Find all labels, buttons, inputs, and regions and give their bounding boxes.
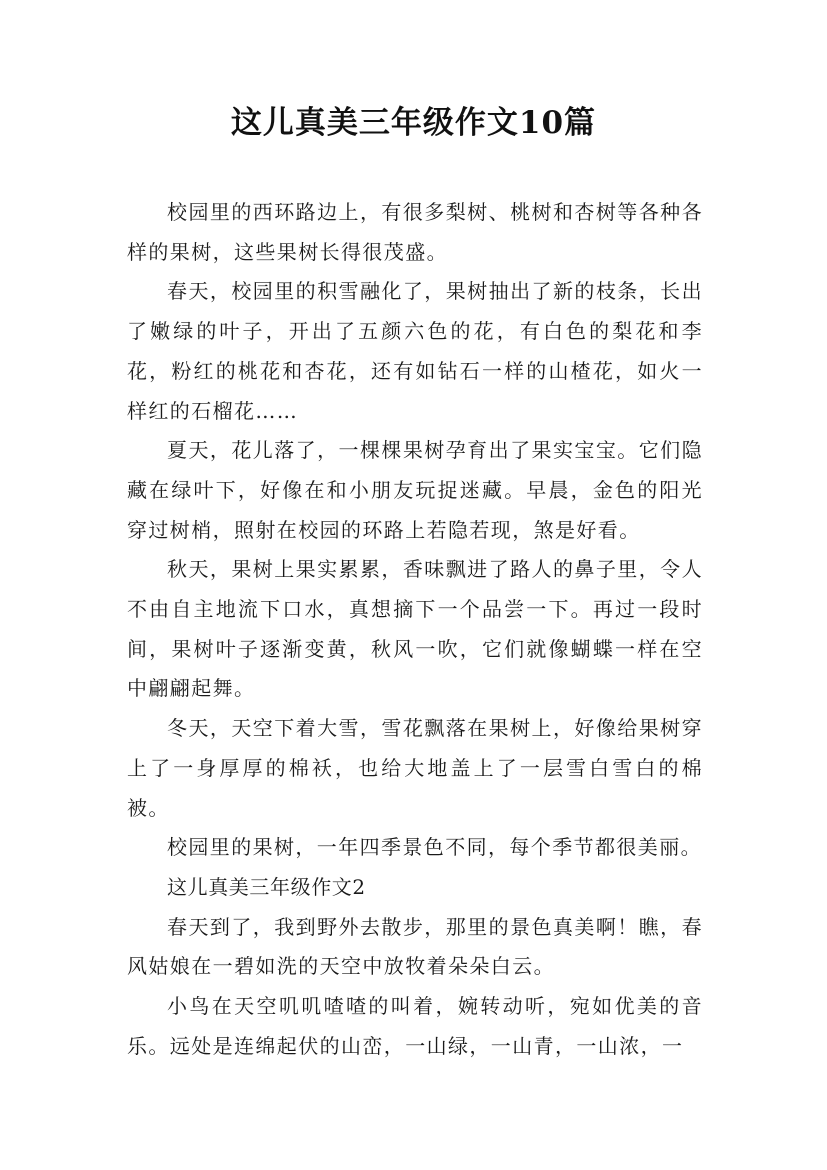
section-heading: 这儿真美三年级作文2 <box>167 874 366 899</box>
paragraph: 校园里的果树，一年四季景色不同，每个季节都很美丽。 <box>167 835 702 860</box>
paragraph: 夏天，花儿落了，一棵棵果树孕育出了果实宝宝。它们隐藏在绿叶下，好像在和小朋友玩捉迷藏。早晨，金色的阳光穿过树梢，照射在校园的环路上若隐若现，煞是好看。 <box>127 438 703 542</box>
paragraph: 春天，校园里的积雪融化了，果树抽出了新的枝条，长出了嫩绿的叶子，开出了五颜六色的花，有白色的梨花和李花，粉红的桃花和杏花，还有如钻石一样的山楂花，如火一样红的石榴花…… <box>127 279 703 423</box>
paragraph: 冬天，天空下着大雪，雪花飘落在果树上，好像给果树穿上了一身厚厚的棉袄，也给大地盖上了一层雪白雪白的棉被。 <box>127 716 703 820</box>
paragraph: 校园里的西环路边上，有很多梨树、桃树和杏树等各种各样的果树，这些果树长得很茂盛。 <box>127 200 703 264</box>
paragraph: 秋天，果树上果实累累，香味飘进了路人的鼻子里，令人不由自主地流下口水，真想摘下一个品尝一下。再过一段时间，果树叶子逐渐变黄，秋风一吹，它们就像蝴蝶一样在空中翩翩起舞。 <box>127 557 703 701</box>
paragraph: 春天到了，我到野外去散步，那里的景色真美啊！瞧，春风姑娘在一碧如洗的天空中放牧着朵朵白云。 <box>127 914 703 979</box>
document-title: 这儿真美三年级作文10篇 <box>230 105 597 141</box>
document-body <box>127 193 703 1066</box>
paragraph: 小鸟在天空叽叽喳喳的叫着，婉转动听，宛如优美的音乐。远处是连绵起伏的山峦，一山绿，一山青，一山浓，一 <box>127 994 703 1058</box>
